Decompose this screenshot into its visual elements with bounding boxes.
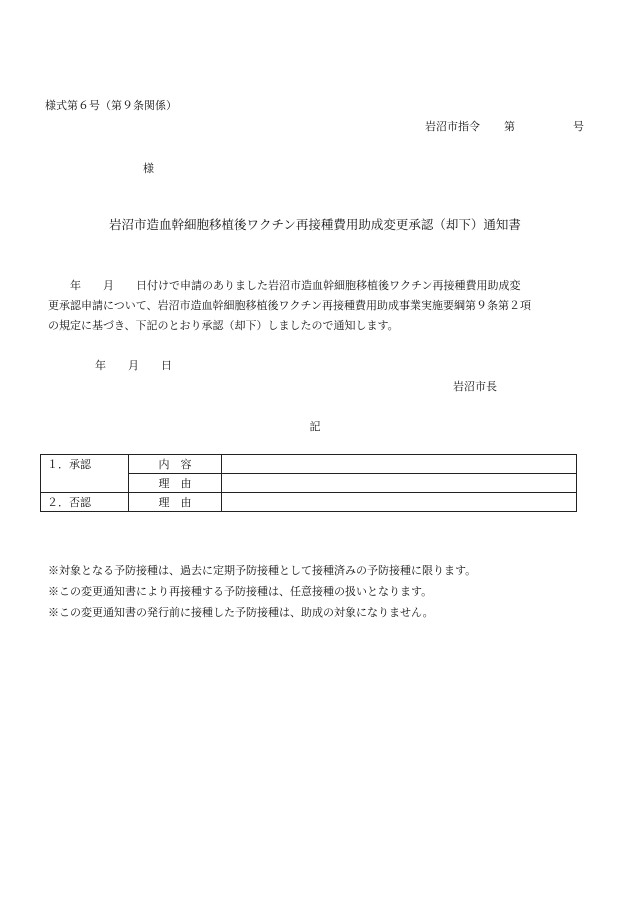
form-number: 様式第６号（第９条関係） (45, 99, 177, 112)
issuer-go: 号 (573, 120, 584, 133)
deny-reason-cell (222, 493, 577, 512)
body-line-3: の規定に基づき、下記のとおり承認（却下）しましたので通知します。 (48, 319, 399, 332)
ki-heading: 記 (309, 420, 321, 433)
date-year: 年 (95, 359, 106, 372)
body-line-2: 更承認申請について、岩沼市造血幹細胞移植後ワクチン再接種費用助成事業実施要綱第９条第２項 (48, 299, 532, 312)
recipient-sama: 様 (143, 162, 154, 175)
issuer-dai: 第 (504, 120, 515, 133)
issuer-label: 岩沼市指令 (425, 120, 480, 133)
item-reason-label: 理 由 (129, 474, 222, 493)
category-approve: １．承認 (41, 455, 129, 474)
table-row (41, 493, 577, 512)
result-table (40, 454, 577, 512)
date-day: 日 (161, 359, 172, 372)
body-line-1: 年 月 日付けで申請のありました岩沼市造血幹細胞移植後ワクチン再接種費用助成変 (48, 279, 521, 292)
reason-cell (222, 474, 577, 493)
table-row (41, 455, 577, 474)
issuer-number-line (425, 118, 584, 134)
item-deny-reason-label: 理 由 (129, 493, 222, 512)
category-deny: ２．否認 (41, 493, 129, 512)
note-2: ※この変更通知書により再接種する予防接種は、任意接種の扱いとなります。 (48, 585, 433, 598)
mayor-signature: 岩沼市長 (453, 380, 497, 393)
body-text (48, 276, 593, 336)
notes (48, 560, 476, 623)
item-content-label: 内 容 (129, 455, 222, 474)
table-row (41, 474, 577, 493)
date-month: 月 (128, 359, 139, 372)
note-3: ※この変更通知書の発行前に接種した予防接種は、助成の対象になりません。 (48, 606, 434, 619)
content-cell (222, 455, 577, 474)
date-line (95, 357, 194, 373)
note-1: ※対象となる予防接種は、過去に定期予防接種として接種済みの予防接種に限ります。 (48, 564, 477, 577)
category-approve-cont (41, 474, 129, 493)
document-title: 岩沼市造血幹細胞移植後ワクチン再接種費用助成変更承認（却下）通知書 (109, 217, 521, 232)
